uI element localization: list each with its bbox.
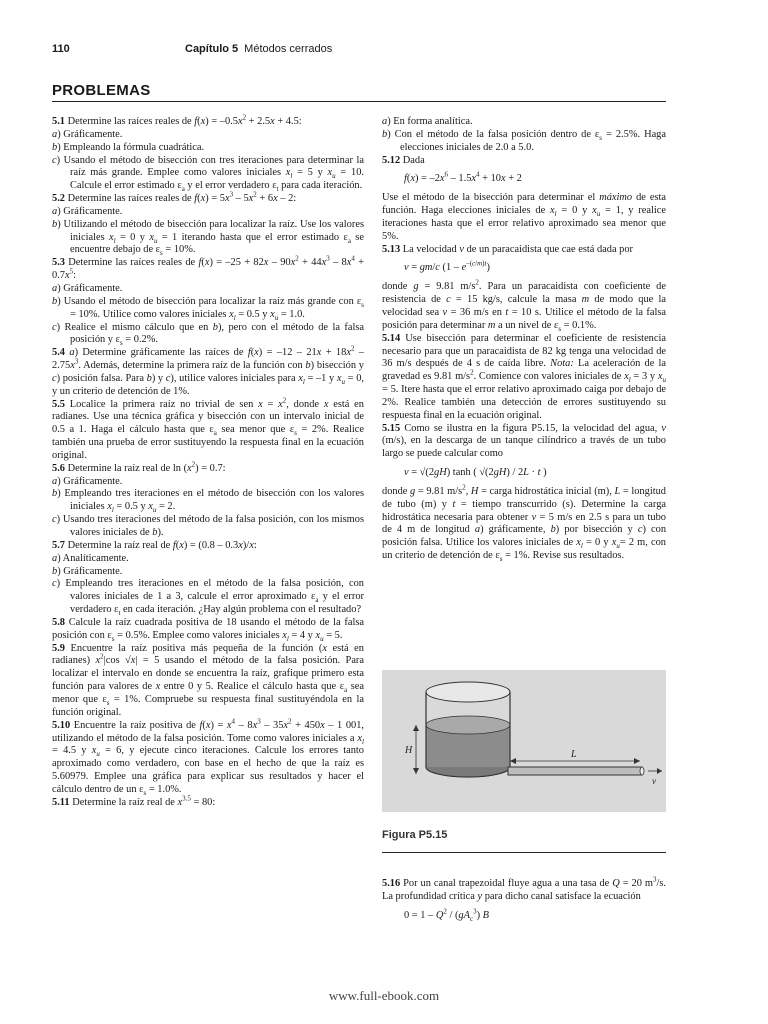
- problem-subitem: b) Empleando la fórmula cuadrática.: [52, 141, 205, 153]
- problem-statement: 5.14 Use bisección para determinar el coeficiente de resistencia necesario para que un paracaidista de 82 kg tenga una velocidad de 36 m/s después de 4 s de caída libre. Nota: La aceleración de la gravedad es 9.81 $m/s^2$. Comience con valores iniciales de $x_l = 3$ y $x_u = 5$. Itere hasta que el error relativo aproximado caiga por debajo de 2%. Realice también una detección de errores sustituyendo su respuesta final en la ecuación original.: [382, 332, 667, 421]
- problem-subitem: c) Usando el método de bisección con tres iteraciones para determinar la raíz más grande. Emplee como valores iniciales $x_l = 5$ y $x_u = 10$. Calcule el error estimado $\varepsilon_a$ y el error verdadero $\varepsilon_t$ para cada iteración.: [52, 154, 364, 194]
- label-H: H: [405, 745, 413, 756]
- problem-statement: 5.8 Calcule la raíz cuadrada positiva de 18 usando el método de la falsa posición con $\varepsilon_s = 0.5\%$. Emplee como valores iniciales $x_l = 4$ y $x_u = 5$.: [52, 616, 364, 643]
- pipe: [508, 767, 642, 775]
- problem-subitem: b) Con el método de la falsa posición dentro de $\varepsilon_s = 2.5\%$. Haga elecciones iniciales de 2.0 a 5.0.: [382, 128, 666, 153]
- page-number: 110: [52, 43, 70, 55]
- problem-subitem: c) Usando tres iteraciones del método de la falsa posición, con los mismos valores iniciales de b).: [52, 514, 364, 538]
- right-column-continued: [382, 875, 666, 929]
- tank-illustration: [382, 670, 666, 812]
- problem-statement: 5.12 Dada: [382, 154, 425, 166]
- problem-statement: 5.5 Localice la primera raíz no trivial de sen $x = x^2$, donde x está en radianes. Use una técnica gráfica y bisección con un intervalo inicial de 0.5 a 1. Haga el cálculo hasta que $\varepsilon_a$ sea menor que $\varepsilon_s = 2\%$. Realice también una prueba de error sustituyendo la respuesta final en la ecuación original.: [52, 396, 364, 461]
- l-arrow-right: [634, 758, 640, 764]
- problem-subitem: b) Gráficamente.: [52, 565, 123, 577]
- problem-subitem: a) En forma analítica.: [382, 116, 473, 127]
- footer-url: www.full-ebook.com: [328, 988, 440, 1003]
- problem-statement: 5.10 Encuentre la raíz positiva de $f(x) = x^4 - 8x^3 - 35x^2 + 450x - 1$ 001, utilizando el método de la falsa posición. Tome como valores iniciales a $x_l = 4.5$ y $x_u = 6$, y ejecute cinco iteraciones. Calcule los errores tanto aproximado como verdadero, con base en el hecho de que la raíz es 5.60979. Emplee una gráfica para explicar sus resultados y hacer el cálculo dentro de un $\varepsilon_s = 1.0\%$.: [52, 717, 364, 797]
- problem-subitem: a) Analíticamente.: [52, 552, 129, 564]
- chapter-header: [185, 43, 332, 55]
- equation: v = √(2gH) tanh ( √(2gH) / 2L · t ): [404, 467, 547, 479]
- problem-statement: donde g = 9.81 $m/s^2$. Para un paracaidista con coeficiente de resistencia de c = 15 kg/s, calcule la masa m de modo que la velocidad sea v = 36 m/s en t = 10 s. Utilice el método de la falsa posición para determinar m a un nivel de $\varepsilon_s = 0.1\%$.: [382, 278, 667, 333]
- problem-statement: 5.16 Por un canal trapezoidal fluye agua a una tasa de Q = 20 $m^3/s$. La profundidad crítica y para dicho canal satisface la ecuación: [382, 875, 666, 902]
- chapter-title: Métodos cerrados: [244, 43, 333, 55]
- problem-statement: 5.6 Determine la raíz real de $\ln (x^2) = 0.7$:: [52, 460, 226, 474]
- problem-subitem: b) Usando el método de bisección para localizar la raíz más grande con $\varepsilon_s = 10\%$. Utilice como valores iniciales $x_l = 0.5$ y $x_u = 1.0$.: [52, 295, 364, 322]
- h-arrow-top: [413, 725, 419, 731]
- equation: $f(x) = -2x^6 - 1.5x^4 + 10x + 2$: [404, 170, 522, 185]
- problem-subitem: a) Gráficamente.: [52, 128, 123, 140]
- problem-statement: 5.9 Encuentre la raíz positiva más pequeña de la función (x está en radianes) $x^2|\cos$ √x| = 5 usando el método de la falsa posición. Para localizar el intervalo en donde se encuentra la raíz, grafique primero esta función para valores de x entre 0 y 5. Realice el cálculo hasta que $\varepsilon_a$ sea menor que $\varepsilon_s = 1\%$. Compruebe su respuesta final sustituyéndola en la función original.: [52, 642, 365, 718]
- label-v: v: [652, 776, 656, 786]
- problem-subitem: c) Empleando tres iteraciones en el método de la falsa posición, con valores iniciales de 1 a 3, calcule el error aproximado $\varepsilon_a$ y el error verdadero $\varepsilon_t$ en cada iteración. ¿Hay algún problema con el resultado?: [52, 578, 364, 618]
- problem-subitem: a) Gráficamente.: [52, 282, 123, 294]
- tank-bottom: [426, 767, 510, 777]
- problem-statement: 5.1 Determine las raíces reales de $f(x) = -0.5x^2 + 2.5x + 4.5$:: [52, 113, 302, 127]
- problem-subitem: a) Gráficamente.: [52, 205, 123, 217]
- tank-top: [426, 682, 510, 702]
- problem-subitem: b) Utilizando el método de bisección para localizar la raíz. Use los valores iniciales $x_l = 0$ y $x_u = 1$ iterando hasta que el error estimado $\varepsilon_a$ se encuentre debajo de $\varepsilon_s = 10\%$.: [52, 218, 364, 258]
- pipe-outlet: [640, 767, 644, 775]
- figure-caption: Figura P5.15: [382, 829, 448, 841]
- problem-subitem: a) Gráficamente.: [52, 475, 123, 487]
- problem-statement: 5.15 Como se ilustra en la figura P5.15, la velocidad del agua, v (m/s), en la descarga de un tanque cilíndrico a través de un tubo largo se puede calcular como: [382, 422, 666, 460]
- water-surface: [426, 716, 510, 734]
- problem-statement: 5.3 Determine las raíces reales de $f(x) = -25 + 82x - 90x^2 + 44x^3 - 8x^4 + 0.7x^5$:: [52, 254, 365, 282]
- problem-statement: 5.7 Determine la raíz real de f(x) = (0.8 – 0.3x)/x:: [52, 539, 257, 551]
- title-rule: [52, 101, 666, 102]
- problem-statement: 5.2 Determine las raíces reales de $f(x) = 5x^3 - 5x^2 + 6x - 2$:: [52, 190, 297, 205]
- section-title: PROBLEMAS: [52, 82, 151, 99]
- problem-statement: 5.13 La velocidad v de un paracaidista que cae está dada por: [382, 243, 634, 255]
- chapter-label: Capítulo 5: [185, 43, 239, 55]
- v-arrowhead: [657, 768, 662, 774]
- problem-statement: 5.4 a) Determine gráficamente las raíces de $f(x) = -12 - 21x + 18x^2 - 2.75x^3$. Además, determine la primera raíz de la función con b) bisección y c) posición falsa. Para b) y c), utilice valores iniciales para $x_l = -1$ y $x_u = 0$, y un criterio de detención de 1%.: [52, 344, 364, 397]
- problem-statement: Use el método de la bisección para determinar el máximo de esta función. Haga elecciones iniciales de $x_l = 0$ y $x_u = 1$, y realice iteraciones hasta que el error relativo aproximado sea menor que 5%.: [382, 192, 666, 242]
- equation: $0 = 1 - Q^2 / (gA_c^3)$ B: [404, 907, 489, 923]
- figure-tank-diagram: [382, 670, 666, 812]
- problem-subitem: b) Empleando tres iteraciones en el método de bisección con los valores iniciales $x_l = 0.5$ y $x_u = 2$.: [52, 488, 364, 515]
- h-arrow-bottom: [413, 768, 419, 774]
- equation: v = gm/c $(1 - e^{-(c/m)t})$: [404, 259, 490, 274]
- left-column: [52, 113, 365, 810]
- label-L: L: [571, 749, 577, 760]
- problem-subitem: c) Realice el mismo cálculo que en b), pero con el método de la falsa posición y $\varepsilon_s = 0.2\%$.: [52, 321, 364, 348]
- l-arrow-left: [510, 758, 516, 764]
- problem-statement: donde g = 9.81 $m/s^2$, H = carga hidrostática inicial (m), L = longitud de tubo (m) y t = tiempo transcurrido (s). Determine la carga hidrostática necesaria para obtener v = 5 m/s en 2.5 s para un tubo de 4 m de longitud a) gráficamente, b) por bisección y c) con posición falsa. Utilice los valores iniciales de $x_l = 0$ y $x_u= 2$ m, con un criterio de detención de $\varepsilon_s = 1\%$. Revise sus resultados.: [382, 483, 667, 564]
- right-column: [382, 116, 666, 563]
- problem-statement: 5.11 Determine la raíz real de $x^{3.5} = 80$:: [52, 794, 216, 808]
- figure-rule: [382, 852, 666, 853]
